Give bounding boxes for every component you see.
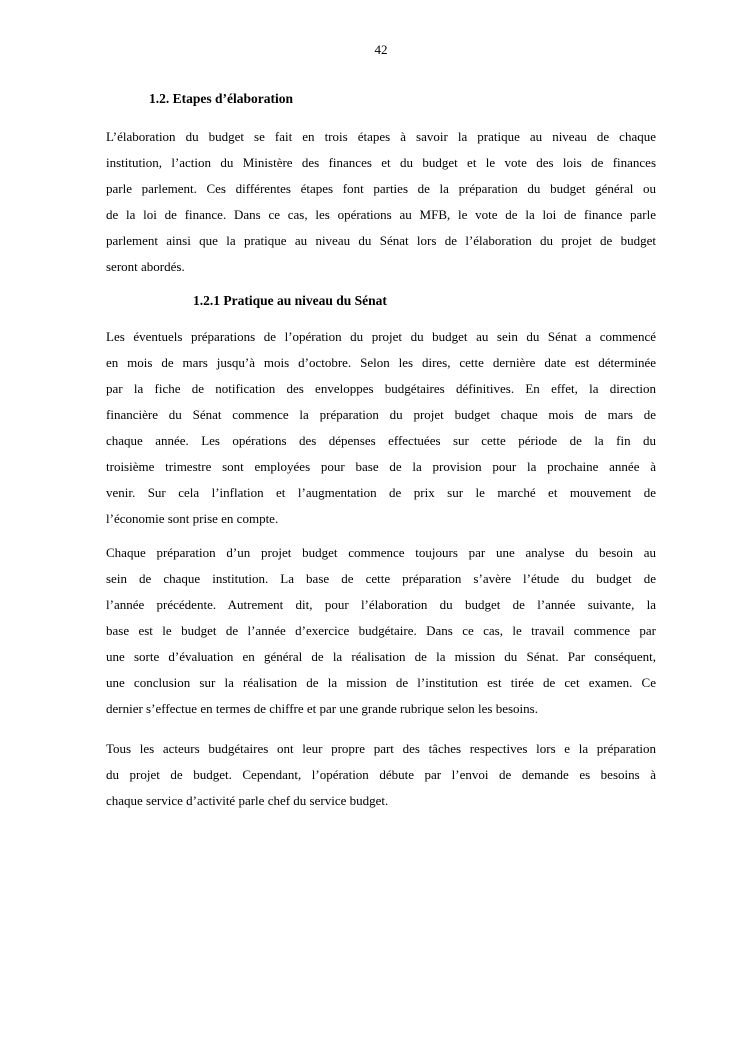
paragraph (106, 736, 656, 814)
text-line: Tous les acteurs budgétaires ont leur propre part des tâches respectives lors e la préparation (106, 741, 656, 756)
text-line: en mois de mars jusqu’à mois d’octobre. Selon les dires, cette dernière date est déterminée (106, 355, 656, 370)
text-line: Chaque préparation d’un projet budget commence toujours par une analyse du besoin au (106, 545, 656, 560)
paragraph (106, 324, 656, 532)
text-line: l’année précédente. Autrement dit, pour l’élaboration du budget de l’année suivante, la (106, 597, 656, 612)
text-line: venir. Sur cela l’inflation et l’augmentation de prix sur le marché et mouvement de (106, 485, 656, 500)
page-number: 42 (374, 42, 388, 57)
text-line: Les éventuels préparations de l’opération du projet du budget au sein du Sénat a commencé (106, 329, 656, 344)
text-line: seront abordés. (106, 259, 185, 274)
paragraph (106, 540, 656, 722)
text-line: L’élaboration du budget se fait en trois étapes à savoir la pratique au niveau de chaque (106, 129, 656, 144)
text-line: financière du Sénat commence la préparation du projet budget chaque mois de mars de (106, 407, 656, 422)
text-line: base est le budget de l’année d’exercice budgétaire. Dans ce cas, le travail commence par (106, 623, 656, 638)
text-line: du projet de budget. Cependant, l’opération débute par l’envoi de demande es besoins à (106, 767, 656, 782)
text-line: parle parlement. Ces différentes étapes font parties de la préparation du budget général ou (106, 181, 656, 196)
section-heading: 1.2. Etapes d’élaboration (149, 91, 294, 106)
text-line: dernier s’effectue en termes de chiffre et par une grande rubrique selon les besoins. (106, 701, 538, 716)
text-line: sein de chaque institution. La base de cette préparation s’avère l’étude du budget de (106, 571, 656, 586)
text-line: de la loi de finance. Dans ce cas, les opérations au MFB, le vote de la loi de finance parle (106, 207, 656, 222)
text-line: par la fiche de notification des enveloppes budgétaires définitives. En effet, la direction (106, 381, 656, 396)
text-line: l’économie sont prise en compte. (106, 511, 279, 526)
text-line: institution, l’action du Ministère des finances et du budget et le vote des lois de finances (106, 155, 656, 170)
text-line: une sorte d’évaluation en général de la réalisation de la mission du Sénat. Par conséquent, (106, 649, 656, 664)
text-line: chaque année. Les opérations des dépenses effectuées sur cette période de la fin du (106, 433, 656, 448)
text-line: une conclusion sur la réalisation de la mission de l’institution est tirée de cet examen. Ce (106, 675, 656, 690)
subsection-heading: 1.2.1 Pratique au niveau du Sénat (193, 293, 387, 308)
text-line: troisième trimestre sont employées pour base de la provision pour la prochaine année à (106, 459, 656, 474)
text-line: parlement ainsi que la pratique au niveau du Sénat lors de l’élaboration du projet de budget (106, 233, 656, 248)
text-line: chaque service d’activité parle chef du service budget. (106, 793, 389, 808)
paragraph (106, 124, 656, 280)
